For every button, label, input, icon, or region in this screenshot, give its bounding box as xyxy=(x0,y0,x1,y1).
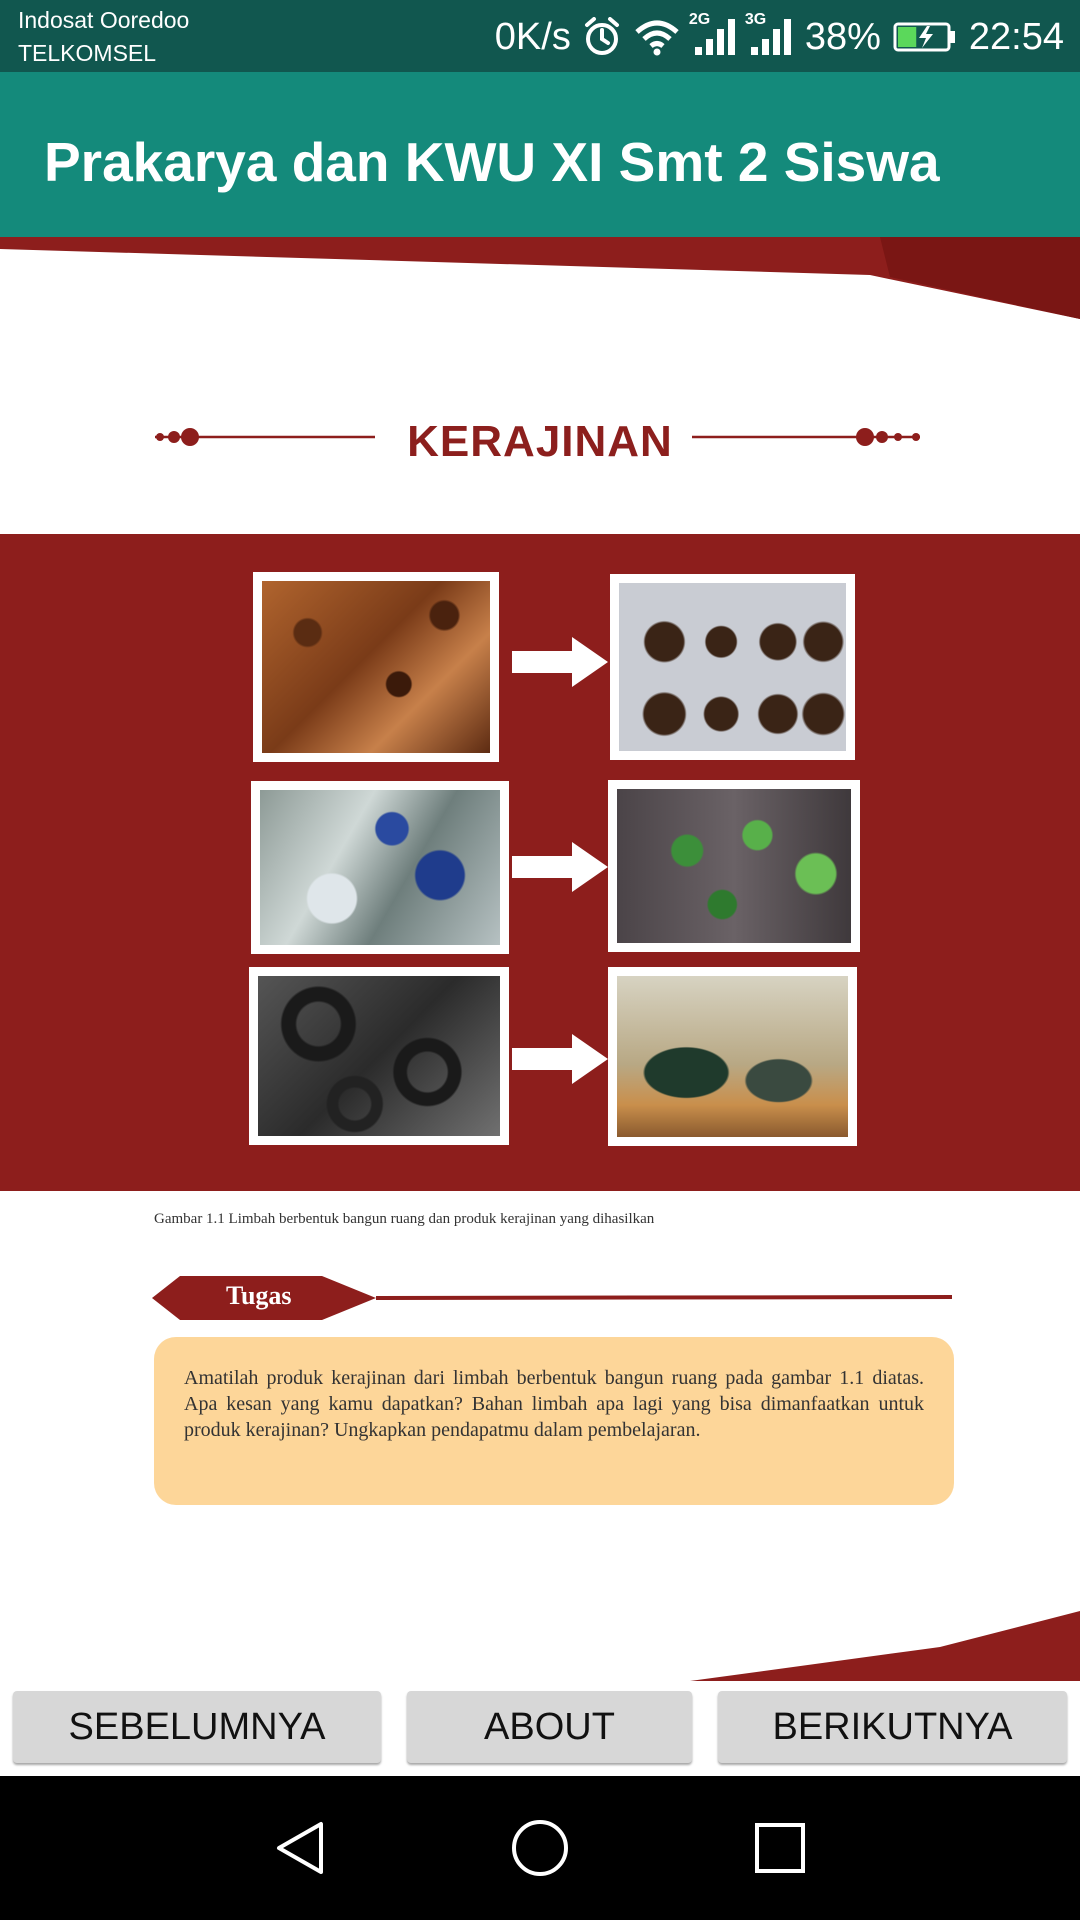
next-button[interactable]: BERIKUTNYA xyxy=(718,1691,1067,1763)
book-page[interactable] xyxy=(0,237,1080,1681)
bottle-garden-photo xyxy=(608,780,860,952)
system-nav-bar xyxy=(0,1776,1080,1920)
alarm-icon xyxy=(583,17,621,57)
tire-furniture-photo xyxy=(608,967,857,1146)
figure-panel xyxy=(0,534,1080,1191)
carrier-name-2: TELKOMSEL xyxy=(18,40,157,66)
wifi-icon xyxy=(633,18,681,56)
used-tires-photo xyxy=(249,967,509,1145)
task-header xyxy=(152,1273,952,1323)
figure-caption: Gambar 1.1 Limbah berbentuk bangun ruang dan produk kerajinan yang dihasilkan xyxy=(154,1211,655,1227)
plastic-bottles-photo xyxy=(251,781,509,954)
previous-button[interactable]: SEBELUMNYA xyxy=(13,1691,381,1763)
about-button[interactable]: ABOUT xyxy=(407,1691,692,1763)
signal-2g-icon xyxy=(688,11,737,57)
status-bar xyxy=(0,0,1080,72)
network-speed: 0K/s xyxy=(494,15,571,58)
app-title: Prakarya dan KWU XI Smt 2 Siswa xyxy=(44,131,940,193)
navigation-buttons xyxy=(0,1681,1080,1776)
app-bar xyxy=(0,72,1080,237)
network-type-1: 2G xyxy=(688,11,711,28)
keychain-craft-photo xyxy=(610,574,855,760)
arrow-right-icon xyxy=(512,1034,608,1084)
signal-3g-icon xyxy=(744,11,793,57)
recents-square-icon[interactable] xyxy=(745,1813,815,1883)
clock-time: 22:54 xyxy=(968,15,1064,58)
arrow-right-icon xyxy=(512,842,608,892)
battery-percent: 38% xyxy=(804,15,881,58)
heading-title: KERAJINAN xyxy=(407,417,673,466)
battery-charging-icon xyxy=(893,21,957,53)
network-type-2: 3G xyxy=(744,11,767,28)
arrow-right-icon xyxy=(512,637,608,687)
task-label: Tugas xyxy=(226,1281,292,1310)
section-heading xyxy=(150,417,930,467)
coconut-shell-photo xyxy=(253,572,499,762)
back-triangle-icon[interactable] xyxy=(265,1813,335,1883)
home-circle-icon[interactable] xyxy=(505,1813,575,1883)
task-box: Amatilah produk kerajinan dari limbah berbentuk bangun ruang pada gambar 1.1 diatas. Apa kesan yang kamu dapatkan? Bahan limbah apa lagi yang bisa dimanfaatkan untuk produk kerajinan? Ungkapkan pendapatmu dalam pembelajaran. xyxy=(154,1337,954,1505)
carrier-name-1: Indosat Ooredoo xyxy=(18,7,190,33)
